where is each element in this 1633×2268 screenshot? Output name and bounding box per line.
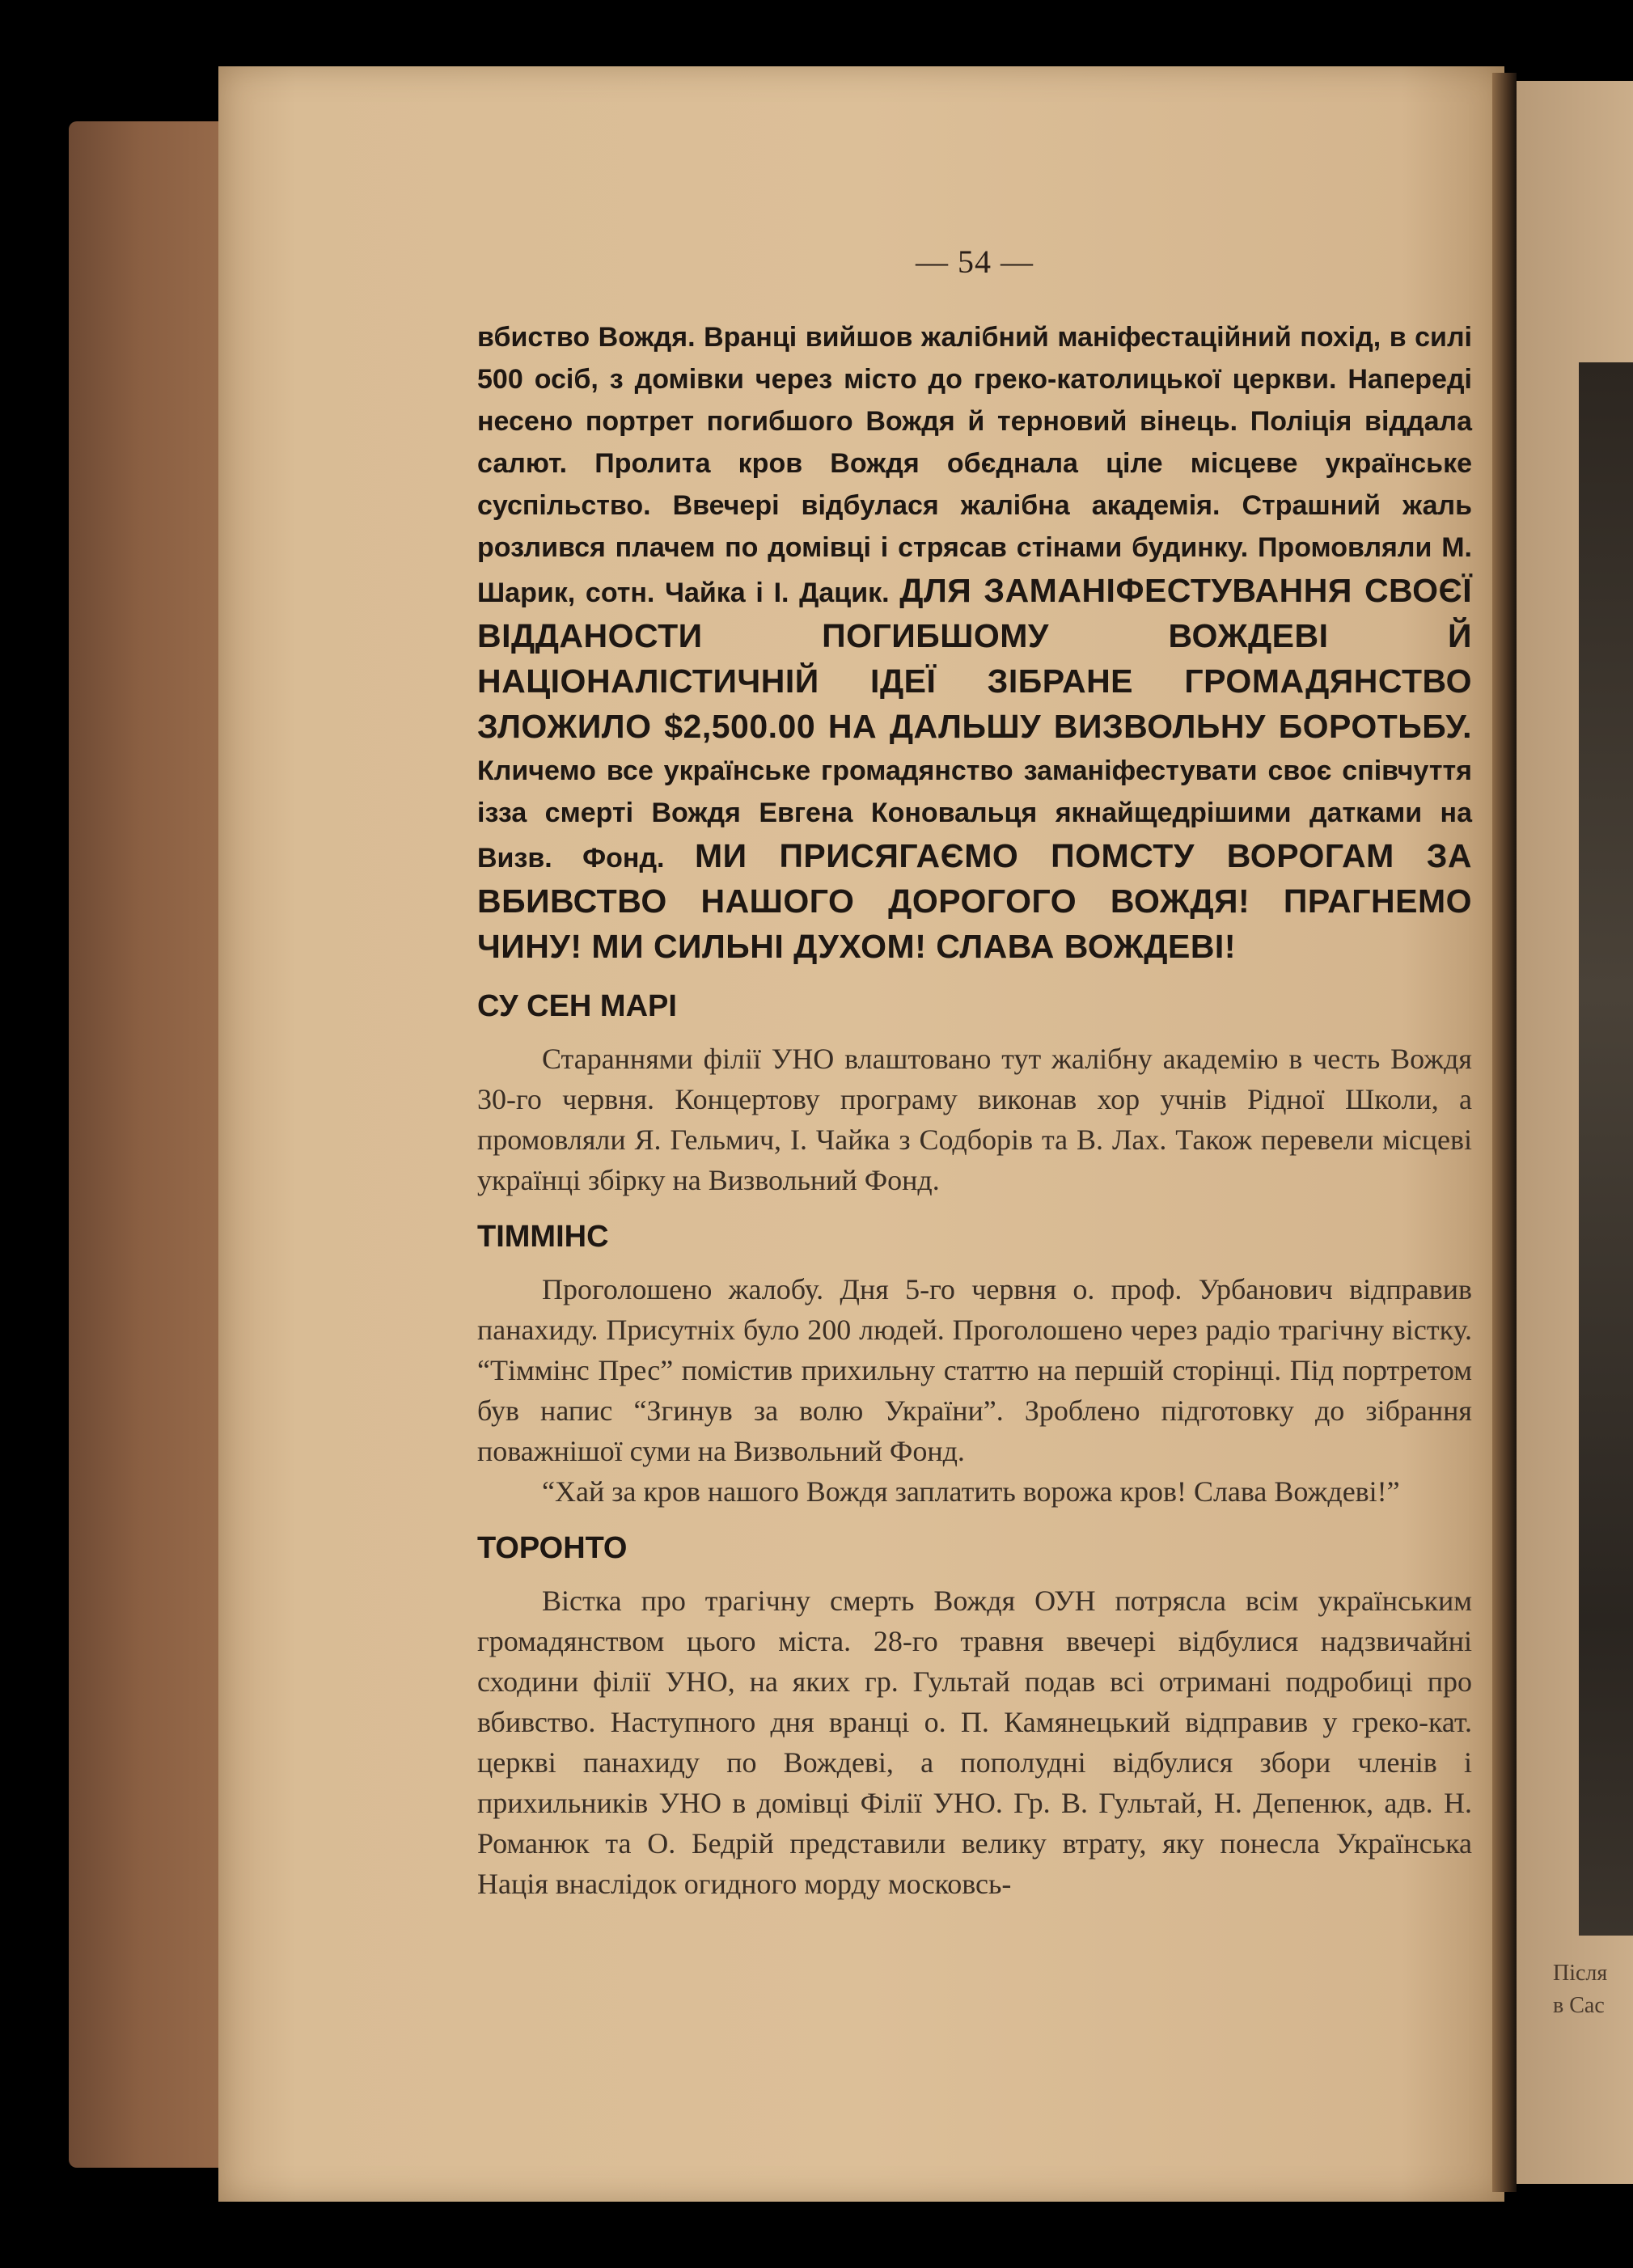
appeal-text: Кличемо все українське громадянство заманіфестувати своє співчуття ізза смерті Вождя Евгена Коновальця якнайщедрішими датками на Визв. Фонд.: [477, 755, 1472, 874]
section-paragraph: Вістка про трагічну смерть Вождя ОУН потрясла всім українським громадянством цього міста. 28-го травня ввечері відбулися надзвичайні сходини філії УНО, на яких гр. Гультай подав всі отримані подробиці про вбивство. Наступного дня вранці о. П. Камянецький відправив у греко-кат. церкві панахиду по Вождеві, а пополудні відбулися збори членів і прихильників УНО в домівці Філії УНО. Гр. В. Гультай, Н. Депенюк, адв. Н. Романюк та О. Бедрій представили велику втрату, яку понесла Українська Нація внаслідок огидного морду московсь-: [477, 1585, 1472, 1900]
section-heading: СУ СЕН МАРІ: [477, 989, 677, 1023]
section-paragraph: “Хай за кров нашого Вождя заплатить ворожа кров! Слава Вождеві!”: [542, 1475, 1400, 1508]
page-number: — 54 —: [916, 243, 1034, 280]
section-heading: ТІММІНС: [477, 1220, 609, 1254]
section-heading: ТОРОНТО: [477, 1531, 628, 1565]
section-paragraph: Проголошено жалобу. Дня 5-го червня о. проф. Урбанович відправив панахиду. Присутніх було 200 людей. Проголошено через радіо трагічну вістку. “Тіммінс Прес” помістив прихильну статтю на першій сторінці. Під портретом був напис “Згинув за волю України”. Зроблено підготовку до зібрання поважнішої суми на Визвольний Фонд.: [477, 1273, 1472, 1467]
page-gutter: [1492, 73, 1517, 2192]
caps-statement: ДЛЯ ЗАМАНІФЕСТУВАННЯ СВОЄЇ ВІДДАНОСТИ ПОГИБШОМУ ВОЖДЕВІ Й НАЦІОНАЛІСТИЧНІЙ ІДЕЇ ЗІБРАНЕ ГРОМАДЯНСТВО ЗЛОЖИЛО $2,500.00 НА ДАЛЬШУ ВИЗВОЛЬНУ БОРОТЬБУ.: [477, 572, 1473, 745]
facing-page-caption: [1553, 1957, 1633, 2022]
facing-page-photo: [1579, 362, 1633, 1936]
lead-text: вбиство Вождя. Вранці вийшов жалібний маніфестаційний похід, в силі 500 осіб, з домівки через місто до греко-католицької церкви. Напереді несено портрет погибшого Вождя й терновий вінець. Поліція віддала салют. Пролита кров Вождя обєднала ціле місцеве українське суспільство. Ввечері відбулася жалібна академія. Страшний жаль розлився плачем по домівці і стрясав стінами будинку. Промовляли М. Шарик, сотн. Чайка і І. Дацик.: [477, 322, 1472, 608]
caption-line: Після: [1553, 1961, 1608, 1986]
caption-line: в Сас: [1553, 1993, 1605, 2018]
page-content: [477, 243, 1472, 1904]
caps-oath: МИ ПРИСЯГАЄМО ПОМСТУ ВОРОГАМ ЗА ВБИВСТВО НАШОГО ДОРОГОГО ВОЖДЯ! ПРАГНЕМО ЧИНУ! МИ СИЛЬНІ ДУХОМ! СЛАВА ВОЖДЕВІ!: [477, 837, 1472, 965]
section-paragraph: Стараннями філії УНО влаштовано тут жалібну академію в честь Вождя 30-го червня. Концертову програму виконав хор учнів Рідної Школи, а промовляли Я. Гельмич, І. Чайка з Содборів та В. Лах. Також перевели місцеві українці збірку на Визвольний Фонд.: [477, 1043, 1472, 1196]
lead-paragraph: [477, 316, 1472, 970]
